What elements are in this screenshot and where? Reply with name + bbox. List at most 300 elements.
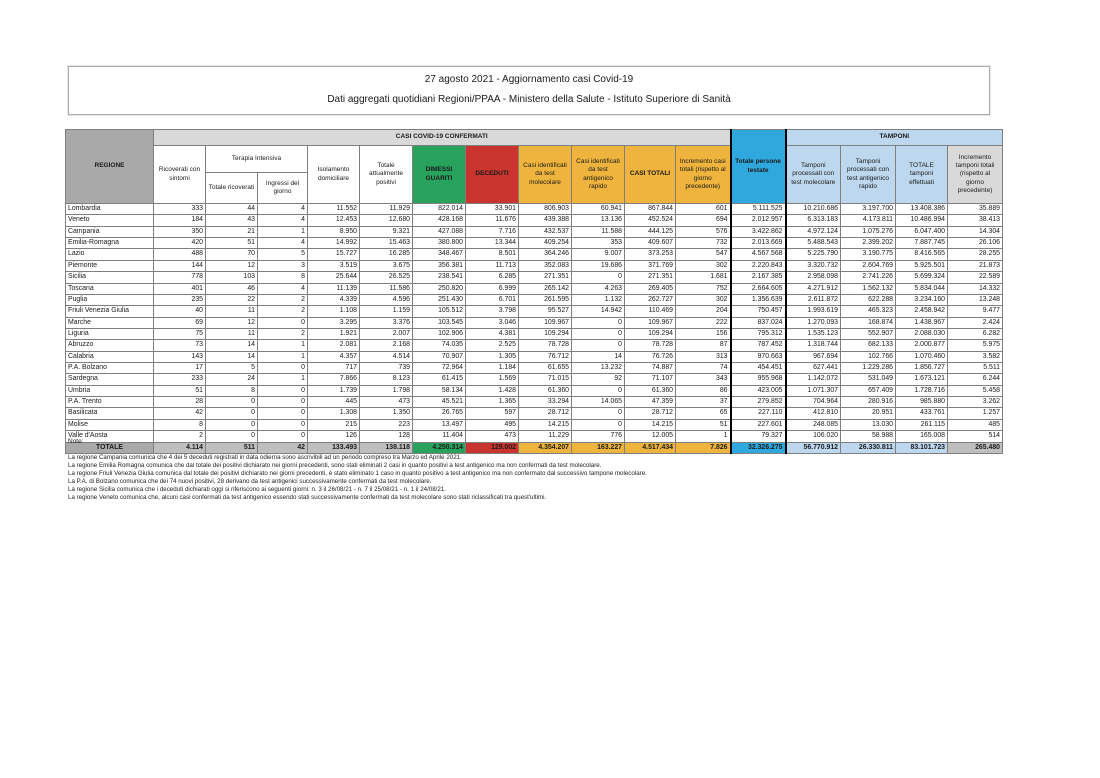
value-cell: 92 <box>572 374 625 385</box>
table-row <box>66 317 1003 328</box>
region-name: Calabria <box>66 351 154 362</box>
value-cell: 1.921 <box>308 328 360 339</box>
total-value-cell: 129.002 <box>466 442 519 453</box>
value-cell: 2.399.202 <box>841 238 896 249</box>
value-cell: 103 <box>206 272 258 283</box>
value-cell: 0 <box>258 431 308 442</box>
value-cell: 364.246 <box>519 249 572 260</box>
table-header <box>66 130 1003 204</box>
value-cell: 51 <box>676 419 731 430</box>
region-name: P.A. Bolzano <box>66 363 154 374</box>
value-cell: 1.993.619 <box>786 306 841 317</box>
value-cell: 7.866 <box>308 374 360 385</box>
value-cell: 1 <box>676 431 731 442</box>
value-cell: 473 <box>466 431 519 442</box>
header-ricoverati: Ricoverati con sintomi <box>154 146 206 204</box>
value-cell: 103.545 <box>413 317 466 328</box>
value-cell: 3.798 <box>466 306 519 317</box>
region-name: Abruzzo <box>66 340 154 351</box>
value-cell: 126 <box>308 431 360 442</box>
value-cell: 1.562.132 <box>841 283 896 294</box>
value-cell: 14.942 <box>572 306 625 317</box>
value-cell: 547 <box>676 249 731 260</box>
value-cell: 1.350 <box>360 408 413 419</box>
value-cell: 22 <box>206 294 258 305</box>
region-name: Lazio <box>66 249 154 260</box>
total-value-cell: 138.118 <box>360 442 413 453</box>
value-cell: 58.134 <box>413 385 466 396</box>
table-row <box>66 397 1003 408</box>
value-cell: 0 <box>258 385 308 396</box>
value-cell: 4.567.568 <box>731 249 786 260</box>
value-cell: 1.428 <box>466 385 519 396</box>
value-cell: 970.663 <box>731 351 786 362</box>
value-cell: 3.519 <box>308 260 360 271</box>
value-cell: 6.701 <box>466 294 519 305</box>
header-tamponi-antigenico: Tamponi processati con test antigenico rapido <box>841 146 896 204</box>
value-cell: 262.727 <box>625 294 676 305</box>
value-cell: 837.024 <box>731 317 786 328</box>
value-cell: 420 <box>154 238 206 249</box>
value-cell: 704.964 <box>786 397 841 408</box>
header-casi-molecolare: Casi identificati da test molecolare <box>519 146 572 204</box>
value-cell: 10.210.686 <box>786 204 841 215</box>
value-cell: 271.351 <box>519 272 572 283</box>
total-value-cell: 4.517.434 <box>625 442 676 453</box>
value-cell: 70.907 <box>413 351 466 362</box>
value-cell: 380.800 <box>413 238 466 249</box>
value-cell: 8 <box>258 272 308 283</box>
value-cell: 622.288 <box>841 294 896 305</box>
value-cell: 14.992 <box>308 238 360 249</box>
value-cell: 2.220.843 <box>731 260 786 271</box>
value-cell: 261.595 <box>519 294 572 305</box>
total-value-cell: 4.354.207 <box>519 442 572 453</box>
value-cell: 1.569 <box>466 374 519 385</box>
value-cell: 967.694 <box>786 351 841 362</box>
total-value-cell: 32.326.275 <box>731 442 786 453</box>
value-cell: 25.644 <box>308 272 360 283</box>
header-testate: Totale persone testate <box>731 130 786 204</box>
value-cell: 2 <box>258 294 308 305</box>
value-cell: 1.308 <box>308 408 360 419</box>
value-cell: 2.664.605 <box>731 283 786 294</box>
value-cell: 985.880 <box>896 397 948 408</box>
value-cell: 248.085 <box>786 419 841 430</box>
value-cell: 261.115 <box>896 419 948 430</box>
value-cell: 70 <box>206 249 258 260</box>
value-cell: 12.680 <box>360 215 413 226</box>
value-cell: 3.234.160 <box>896 294 948 305</box>
value-cell: 8.950 <box>308 226 360 237</box>
value-cell: 3.376 <box>360 317 413 328</box>
value-cell: 5 <box>206 363 258 374</box>
report-date-title: 27 agosto 2021 - Aggiornamento casi Covid-19 <box>424 74 634 85</box>
value-cell: 28.712 <box>625 408 676 419</box>
value-cell: 531.049 <box>841 374 896 385</box>
value-cell: 1.132 <box>572 294 625 305</box>
value-cell: 1.270.093 <box>786 317 841 328</box>
total-value-cell: 42 <box>258 442 308 453</box>
value-cell: 17 <box>154 363 206 374</box>
value-cell: 1.305 <box>466 351 519 362</box>
value-cell: 9.007 <box>572 249 625 260</box>
value-cell: 576 <box>676 226 731 237</box>
header-incremento-casi: Incremento casi totali (rispetto al giorno precedente) <box>676 146 731 204</box>
value-cell: 165.008 <box>896 431 948 442</box>
value-cell: 6.047.400 <box>896 226 948 237</box>
value-cell: 37 <box>676 397 731 408</box>
value-cell: 6.285 <box>466 272 519 283</box>
value-cell: 373.253 <box>625 249 676 260</box>
value-cell: 87 <box>676 340 731 351</box>
value-cell: 485 <box>948 419 1003 430</box>
region-name: Sicilia <box>66 272 154 283</box>
value-cell: 433.761 <box>896 408 948 419</box>
value-cell: 4.357 <box>308 351 360 362</box>
value-cell: 409.254 <box>519 238 572 249</box>
value-cell: 0 <box>572 419 625 430</box>
value-cell: 15.727 <box>308 249 360 260</box>
value-cell: 14 <box>206 340 258 351</box>
value-cell: 58.988 <box>841 431 896 442</box>
value-cell: 11.139 <box>308 283 360 294</box>
value-cell: 445 <box>308 397 360 408</box>
value-cell: 1.535.123 <box>786 328 841 339</box>
value-cell: 4.339 <box>308 294 360 305</box>
value-cell: 514 <box>948 431 1003 442</box>
value-cell: 2.424 <box>948 317 1003 328</box>
total-value-cell: 7.826 <box>676 442 731 453</box>
value-cell: 265.142 <box>519 283 572 294</box>
value-cell: 2 <box>258 328 308 339</box>
value-cell: 33.901 <box>466 204 519 215</box>
value-cell: 74.035 <box>413 340 466 351</box>
value-cell: 71.107 <box>625 374 676 385</box>
table-row <box>66 204 1003 215</box>
value-cell: 350 <box>154 226 206 237</box>
value-cell: 3.422.862 <box>731 226 786 237</box>
value-cell: 271.351 <box>625 272 676 283</box>
value-cell: 552.907 <box>841 328 896 339</box>
value-cell: 76.712 <box>519 351 572 362</box>
value-cell: 95.527 <box>519 306 572 317</box>
value-cell: 955.968 <box>731 374 786 385</box>
value-cell: 28 <box>154 397 206 408</box>
value-cell: 694 <box>676 215 731 226</box>
notes-label: Note: <box>68 438 84 445</box>
value-cell: 2.741.226 <box>841 272 896 283</box>
value-cell: 109.967 <box>625 317 676 328</box>
value-cell: 223 <box>360 419 413 430</box>
value-cell: 5.925.501 <box>896 260 948 271</box>
value-cell: 750.457 <box>731 306 786 317</box>
value-cell: 6.244 <box>948 374 1003 385</box>
value-cell: 1 <box>258 374 308 385</box>
value-cell: 4.173.811 <box>841 215 896 226</box>
value-cell: 14.332 <box>948 283 1003 294</box>
region-name: Lombardia <box>66 204 154 215</box>
value-cell: 5.488.543 <box>786 238 841 249</box>
value-cell: 302 <box>676 294 731 305</box>
value-cell: 21.873 <box>948 260 1003 271</box>
value-cell: 353 <box>572 238 625 249</box>
value-cell: 102.766 <box>841 351 896 362</box>
value-cell: 454.451 <box>731 363 786 374</box>
report-subtitle: Dati aggregati quotidiani Regioni/PPAA - Ministero della Salute - Istituto Superiore di Sanità <box>327 94 731 105</box>
value-cell: 343 <box>676 374 731 385</box>
value-cell: 204 <box>676 306 731 317</box>
table-row <box>66 215 1003 226</box>
value-cell: 2.168 <box>360 340 413 351</box>
value-cell: 3.582 <box>948 351 1003 362</box>
value-cell: 184 <box>154 215 206 226</box>
value-cell: 432.537 <box>519 226 572 237</box>
table-row <box>66 385 1003 396</box>
region-name: Friuli Venezia Giulia <box>66 306 154 317</box>
value-cell: 33.294 <box>519 397 572 408</box>
value-cell: 13.408.386 <box>896 204 948 215</box>
value-cell: 0 <box>206 431 258 442</box>
value-cell: 12.005 <box>625 431 676 442</box>
value-cell: 0 <box>258 397 308 408</box>
value-cell: 597 <box>466 408 519 419</box>
total-value-cell: 56.770.912 <box>786 442 841 453</box>
value-cell: 61.360 <box>625 385 676 396</box>
value-cell: 1 <box>258 340 308 351</box>
value-cell: 1 <box>258 351 308 362</box>
value-cell: 717 <box>308 363 360 374</box>
value-cell: 1.159 <box>360 306 413 317</box>
value-cell: 26.106 <box>948 238 1003 249</box>
value-cell: 79.327 <box>731 431 786 442</box>
value-cell: 9.477 <box>948 306 1003 317</box>
table-row <box>66 328 1003 339</box>
value-cell: 4.972.124 <box>786 226 841 237</box>
region-name: Marche <box>66 317 154 328</box>
value-cell: 465.323 <box>841 306 896 317</box>
notes-list <box>68 454 1028 502</box>
value-cell: 15.463 <box>360 238 413 249</box>
value-cell: 74 <box>676 363 731 374</box>
value-cell: 109.294 <box>519 328 572 339</box>
value-cell: 2.088.030 <box>896 328 948 339</box>
value-cell: 5.699.324 <box>896 272 948 283</box>
value-cell: 452.524 <box>625 215 676 226</box>
region-name: Emilia-Romagna <box>66 238 154 249</box>
value-cell: 1.365 <box>466 397 519 408</box>
value-cell: 2.958.098 <box>786 272 841 283</box>
value-cell: 4.271.912 <box>786 283 841 294</box>
value-cell: 488 <box>154 249 206 260</box>
value-cell: 682.133 <box>841 340 896 351</box>
header-totale-tamponi: TOTALE tamponi effettuati <box>896 146 948 204</box>
value-cell: 1.438.967 <box>896 317 948 328</box>
note-line: La regione Campania comunica che 4 dei 5 deceduti registrati in data odierna sono ascrivibili ad un periodo compreso tra Marzo ed Aprile 2021. <box>68 454 462 461</box>
table-row <box>66 260 1003 271</box>
value-cell: 2 <box>154 431 206 442</box>
value-cell: 795.312 <box>731 328 786 339</box>
value-cell: 5.975 <box>948 340 1003 351</box>
value-cell: 3.197.700 <box>841 204 896 215</box>
value-cell: 78.728 <box>519 340 572 351</box>
value-cell: 71.015 <box>519 374 572 385</box>
value-cell: 47.359 <box>625 397 676 408</box>
region-name: Molise <box>66 419 154 430</box>
header-terapia-totale: Totale ricoverati <box>206 173 258 204</box>
value-cell: 11.588 <box>572 226 625 237</box>
header-terapia-ingressi: Ingressi del giorno <box>258 173 308 204</box>
value-cell: 13.136 <box>572 215 625 226</box>
value-cell: 1.075.276 <box>841 226 896 237</box>
region-name: Umbria <box>66 385 154 396</box>
value-cell: 143 <box>154 351 206 362</box>
value-cell: 3.320.732 <box>786 260 841 271</box>
value-cell: 2.604.769 <box>841 260 896 271</box>
value-cell: 806.903 <box>519 204 572 215</box>
value-cell: 9.321 <box>360 226 413 237</box>
value-cell: 1.142.072 <box>786 374 841 385</box>
value-cell: 1.739 <box>308 385 360 396</box>
value-cell: 2.013.669 <box>731 238 786 249</box>
total-value-cell: 4.114 <box>154 442 206 453</box>
region-name: Puglia <box>66 294 154 305</box>
covid-table-wrapper <box>65 129 1003 454</box>
value-cell: 65 <box>676 408 731 419</box>
value-cell: 2.167.385 <box>731 272 786 283</box>
value-cell: 401 <box>154 283 206 294</box>
value-cell: 61.655 <box>519 363 572 374</box>
value-cell: 5 <box>258 249 308 260</box>
value-cell: 5.511 <box>948 363 1003 374</box>
note-line: La regione Veneto comunica che, alcuni casi confermati da test antigenico essendo stati successivamente confermati da test molecolare sono stati riclassificati tra quest'ultimi. <box>68 493 547 501</box>
table-row <box>66 272 1003 283</box>
value-cell: 776 <box>572 431 625 442</box>
total-value-cell: 511 <box>206 442 258 453</box>
header-attualmente-positivi: Totale attualmente positivi <box>360 146 413 204</box>
value-cell: 86 <box>676 385 731 396</box>
value-cell: 0 <box>258 419 308 430</box>
value-cell: 42 <box>154 408 206 419</box>
value-cell: 778 <box>154 272 206 283</box>
value-cell: 7.887.745 <box>896 238 948 249</box>
value-cell: 279.852 <box>731 397 786 408</box>
total-value-cell: 83.101.723 <box>896 442 948 453</box>
value-cell: 8 <box>206 385 258 396</box>
value-cell: 69 <box>154 317 206 328</box>
value-cell: 1.229.286 <box>841 363 896 374</box>
value-cell: 51 <box>154 385 206 396</box>
value-cell: 11 <box>206 328 258 339</box>
value-cell: 1.681 <box>676 272 731 283</box>
value-cell: 144 <box>154 260 206 271</box>
value-cell: 371.769 <box>625 260 676 271</box>
value-cell: 251.430 <box>413 294 466 305</box>
note-line: La regione Friuli Venezia Giulia comunica dal totale dei positivi dichiarato nei giorni precedenti, è stato eliminato 1 caso in quanto positivo a test antigenico ma non confermato dal successivo tampone molecolare. <box>68 469 647 477</box>
value-cell: 105.512 <box>413 306 466 317</box>
value-cell: 352.083 <box>519 260 572 271</box>
value-cell: 6.282 <box>948 328 1003 339</box>
value-cell: 333 <box>154 204 206 215</box>
region-name: Liguria <box>66 328 154 339</box>
value-cell: 2.007 <box>360 328 413 339</box>
table-row <box>66 249 1003 260</box>
value-cell: 13.344 <box>466 238 519 249</box>
value-cell: 11.586 <box>360 283 413 294</box>
notes-section <box>68 438 1028 502</box>
value-cell: 356.381 <box>413 260 466 271</box>
value-cell: 227.601 <box>731 419 786 430</box>
value-cell: 0 <box>572 272 625 283</box>
header-casi-totali: CASI TOTALI <box>625 146 676 204</box>
value-cell: 5.111.525 <box>731 204 786 215</box>
value-cell: 76.726 <box>625 351 676 362</box>
value-cell: 13.030 <box>841 419 896 430</box>
value-cell: 269.405 <box>625 283 676 294</box>
value-cell: 51 <box>206 238 258 249</box>
value-cell: 24 <box>206 374 258 385</box>
header-deceduti: DECEDUTI <box>466 146 519 204</box>
value-cell: 0 <box>572 408 625 419</box>
table-row <box>66 340 1003 351</box>
total-value-cell: 163.227 <box>572 442 625 453</box>
region-name: Toscana <box>66 283 154 294</box>
value-cell: 787.452 <box>731 340 786 351</box>
value-cell: 12 <box>206 260 258 271</box>
value-cell: 14.304 <box>948 226 1003 237</box>
value-cell: 439.388 <box>519 215 572 226</box>
value-cell: 14 <box>206 351 258 362</box>
value-cell: 3.262 <box>948 397 1003 408</box>
value-cell: 14.215 <box>519 419 572 430</box>
value-cell: 7.716 <box>466 226 519 237</box>
value-cell: 412.810 <box>786 408 841 419</box>
value-cell: 313 <box>676 351 731 362</box>
region-name: Campania <box>66 226 154 237</box>
value-cell: 8.501 <box>466 249 519 260</box>
value-cell: 5.225.790 <box>786 249 841 260</box>
value-cell: 12.453 <box>308 215 360 226</box>
value-cell: 1.070.460 <box>896 351 948 362</box>
value-cell: 35.889 <box>948 204 1003 215</box>
value-cell: 3.046 <box>466 317 519 328</box>
value-cell: 78.728 <box>625 340 676 351</box>
header-group-casi: CASI COVID-19 CONFERMATI <box>154 130 731 146</box>
total-value-cell: 26.330.811 <box>841 442 896 453</box>
value-cell: 16.285 <box>360 249 413 260</box>
value-cell: 1.184 <box>466 363 519 374</box>
value-cell: 61.360 <box>519 385 572 396</box>
value-cell: 235 <box>154 294 206 305</box>
value-cell: 495 <box>466 419 519 430</box>
table-row <box>66 226 1003 237</box>
covid-table <box>65 129 1003 454</box>
value-cell: 739 <box>360 363 413 374</box>
value-cell: 752 <box>676 283 731 294</box>
value-cell: 822.014 <box>413 204 466 215</box>
value-cell: 4.263 <box>572 283 625 294</box>
value-cell: 5.834.044 <box>896 283 948 294</box>
value-cell: 6.313.183 <box>786 215 841 226</box>
header-incremento-tamponi: Incremento tamponi totali (rispetto al giorno precedente) <box>948 146 1003 204</box>
total-label: TOTALE <box>66 442 154 453</box>
value-cell: 2.000.877 <box>896 340 948 351</box>
value-cell: 0 <box>258 317 308 328</box>
header-group-tamponi: TAMPONI <box>786 130 1003 146</box>
region-name: Piemonte <box>66 260 154 271</box>
value-cell: 732 <box>676 238 731 249</box>
value-cell: 20.951 <box>841 408 896 419</box>
